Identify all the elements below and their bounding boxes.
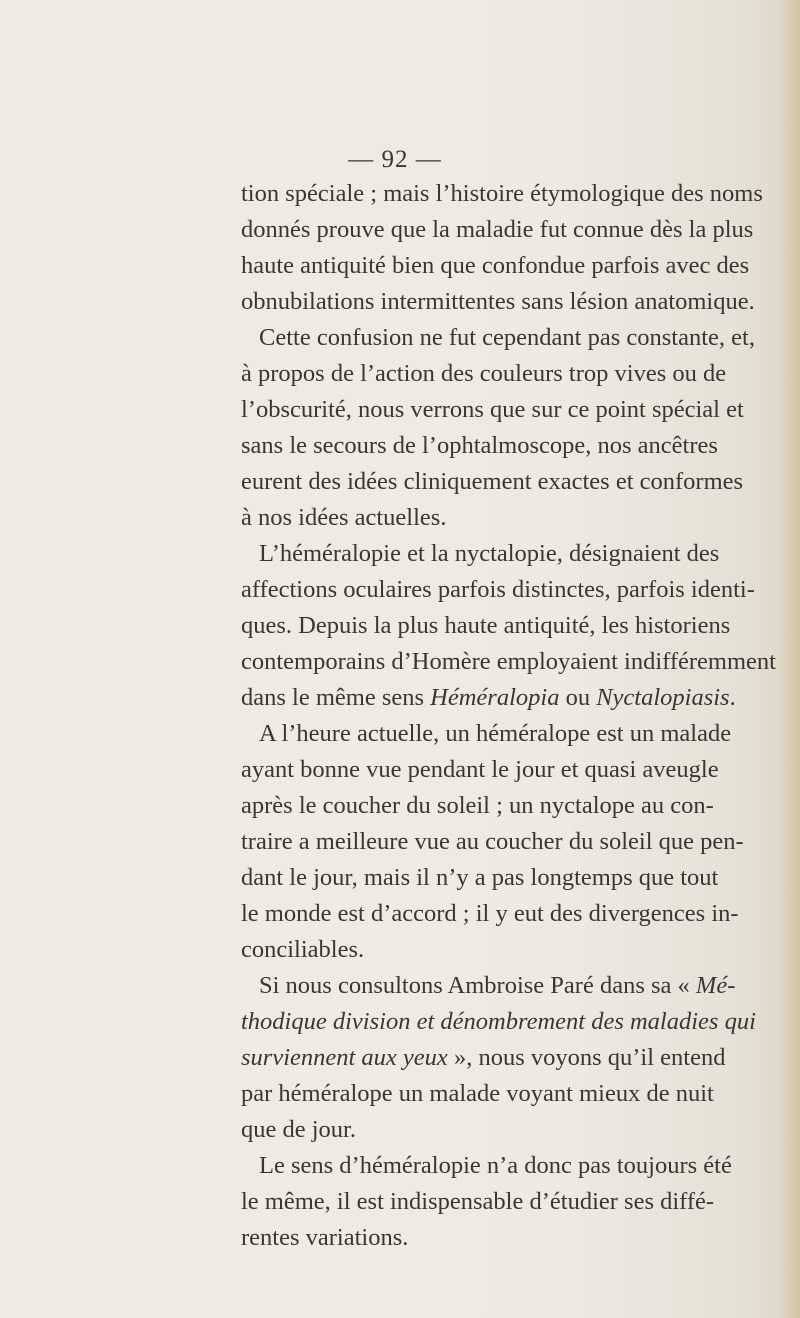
text-line: [0, 1148, 800, 1184]
line-text: affections oculaires parfois distinctes, parfois identi-: [241, 576, 755, 603]
line-text: sans le secours de l’ophtalmoscope, nos ancêtres: [241, 432, 718, 459]
text-line: [0, 1076, 800, 1112]
text-line: [0, 320, 800, 356]
text-line: [0, 1220, 800, 1256]
line-text: eurent des idées cliniquement exactes et conformes: [241, 468, 744, 495]
text-segment: », nous voyons qu’il entend: [453, 1044, 726, 1071]
line-text: le monde est d’accord ; il y eut des divergences in-: [241, 900, 739, 927]
line-text: tion spéciale ; mais l’histoire étymologique des noms: [241, 180, 763, 207]
line-text: à nos idées actuelles.: [241, 504, 447, 531]
line-text: donnés prouve que la maladie fut connue dès la plus: [241, 216, 754, 243]
text-segment: dans le même sens: [241, 684, 425, 711]
italic-title: Mé-: [695, 972, 736, 999]
line-text: [241, 1040, 726, 1076]
line-text: contemporains d’Homère employaient indifféremment: [241, 648, 776, 675]
text-line: [0, 644, 800, 680]
line-text: le même, il est indispensable d’étudier ses diffé-: [241, 1188, 715, 1215]
line-text: [241, 680, 736, 716]
line-text: A l’heure actuelle, un héméralope est un malade: [259, 720, 732, 747]
line-text: L’héméralopie et la nyctalopie, désignaient des: [259, 540, 720, 567]
text-line: [0, 896, 800, 932]
text-line: [0, 536, 800, 572]
text-line: [0, 284, 800, 320]
italic-title: thodique division et dénombrement des maladies qui: [241, 1008, 756, 1035]
text-line: [0, 1004, 800, 1040]
line-text: ques. Depuis la plus haute antiquité, les historiens: [241, 612, 731, 639]
italic-term: Héméralopia: [430, 684, 560, 711]
text-line: [0, 1040, 800, 1076]
line-text: après le coucher du soleil ; un nyctalope au con-: [241, 792, 714, 819]
line-text: que de jour.: [241, 1116, 356, 1143]
text-line: [0, 860, 800, 896]
text-line: [0, 788, 800, 824]
text-line: [0, 392, 800, 428]
line-text: rentes variations.: [241, 1224, 409, 1251]
line-text: dant le jour, mais il n’y a pas longtemps que tout: [241, 864, 719, 891]
text-line: [0, 680, 800, 716]
line-text: [259, 968, 736, 1004]
body-text: [0, 176, 800, 1256]
text-line: [0, 932, 800, 968]
text-line: [0, 1184, 800, 1220]
line-text: Le sens d’héméralopie n’a donc pas toujours été: [259, 1152, 732, 1179]
text-segment: ou: [565, 684, 591, 711]
text-line: [0, 500, 800, 536]
text-line: [0, 572, 800, 608]
text-line: [0, 608, 800, 644]
italic-term: Nyctalopiasis: [596, 684, 730, 711]
text-line: [0, 356, 800, 392]
line-text: Cette confusion ne fut cependant pas constante, et,: [259, 324, 755, 351]
text-segment: .: [729, 684, 736, 711]
line-text: conciliables.: [241, 936, 365, 963]
line-text: par héméralope un malade voyant mieux de nuit: [241, 1080, 714, 1107]
text-line: [0, 752, 800, 788]
text-line: [0, 968, 800, 1004]
text-line: [0, 248, 800, 284]
text-line: [0, 716, 800, 752]
line-text: à propos de l’action des couleurs trop vives ou de: [241, 360, 727, 387]
italic-title: surviennent aux yeux: [241, 1044, 448, 1071]
line-text: haute antiquité bien que confondue parfois avec des: [241, 252, 750, 279]
line-text: ayant bonne vue pendant le jour et quasi aveugle: [241, 756, 719, 783]
line-text: l’obscurité, nous verrons que sur ce point spécial et: [241, 396, 744, 423]
text-line: [0, 464, 800, 500]
line-text: traire a meilleure vue au coucher du soleil que pen-: [241, 828, 744, 855]
page-number: — 92 —: [348, 146, 442, 173]
line-text: obnubilations intermittentes sans lésion anatomique.: [241, 288, 755, 315]
text-line: [0, 428, 800, 464]
text-line: [0, 212, 800, 248]
text-segment: Si nous consultons Ambroise Paré dans sa «: [259, 972, 690, 999]
text-line: [0, 824, 800, 860]
text-line: [0, 1112, 800, 1148]
text-line: [0, 176, 800, 212]
